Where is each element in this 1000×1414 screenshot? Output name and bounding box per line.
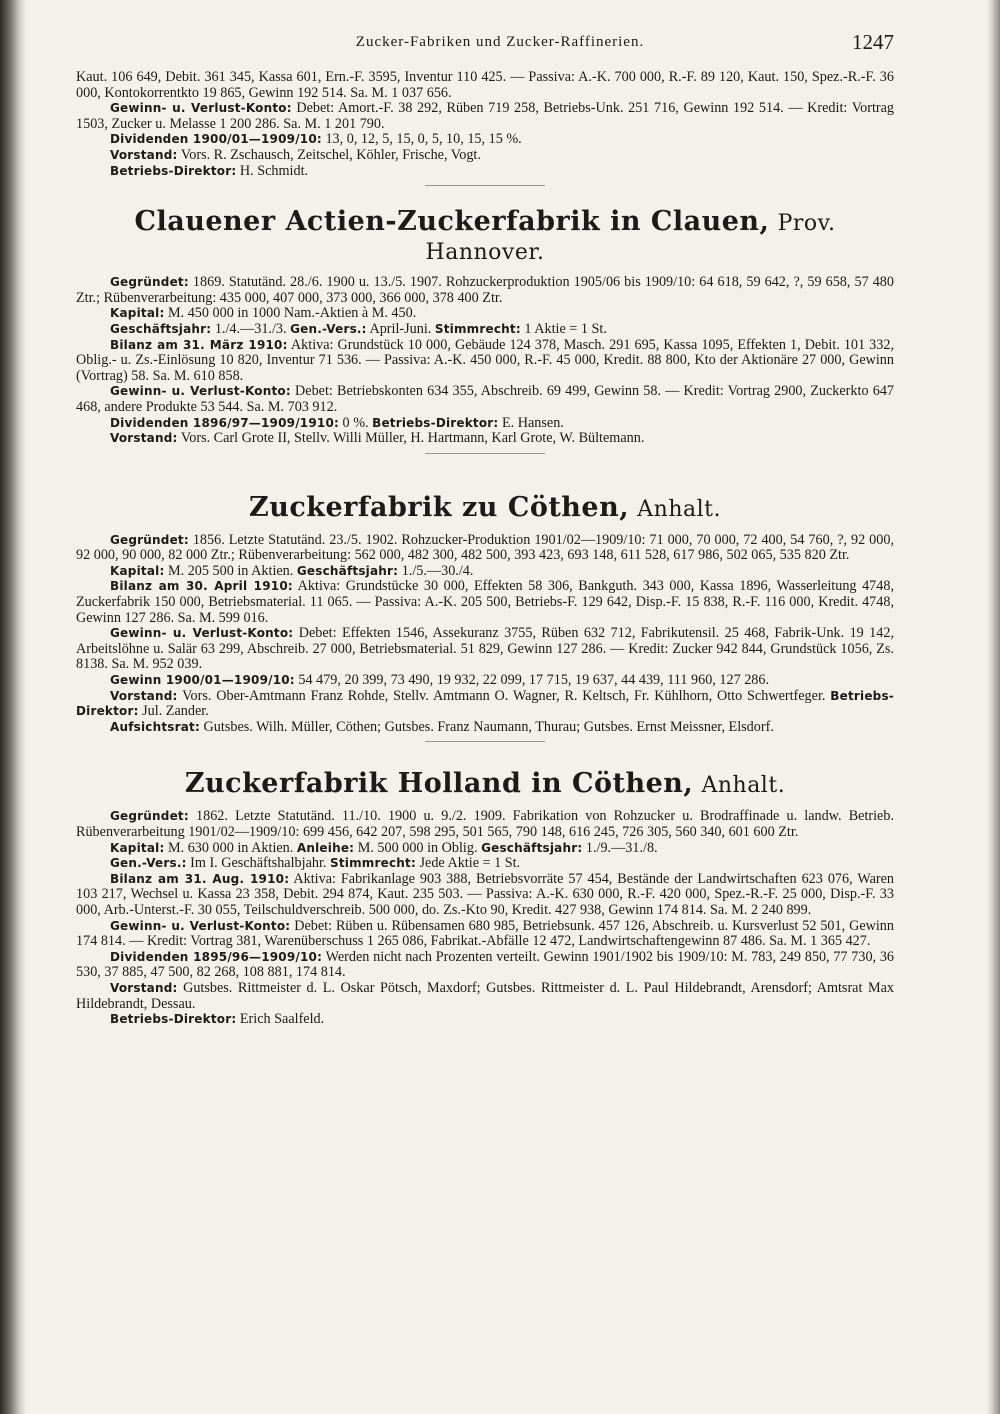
guv-label: Gewinn- u. Verlust-Konto: <box>110 384 291 399</box>
bilanz-label: Bilanz am 31. März 1910: <box>110 337 288 352</box>
vorstand <box>76 981 894 1012</box>
kapital <box>76 306 894 322</box>
scan-edge-right <box>986 0 1000 1414</box>
bdir-label: Betriebs-Direktor: <box>110 1012 237 1027</box>
kapital-geschaeftsjahr <box>76 564 894 580</box>
company-name: Zuckerfabrik Holland in Cöthen, <box>184 768 694 800</box>
company-region: Anhalt. <box>701 773 786 799</box>
company-region: Anhalt. <box>637 496 721 522</box>
dividenden-direktor <box>76 416 894 432</box>
guv-label: Gewinn- u. Verlust-Konto: <box>110 626 294 641</box>
bilanz-text: Aktiva: Grundstücke 30 000, Effekten 58 306, Bankguth. 343 000, Kassa 1896, Wasserleitung 4748, Zuckerfabrik 150 000, Betriebsmaterial. 11 065. — Passiva: A.-K. 205 500, Betriebs-F. 129 642, Disp.-F. 15 838, R.-F. 116 000, Kredit. 4748, Gewinn 127 286. Sa. M. 599 016. <box>76 578 895 626</box>
prev-vorstand-label: Vorstand: <box>110 147 178 162</box>
gj-text: 1./9.—31./8. <box>585 839 658 856</box>
gv-konto <box>76 919 894 950</box>
scan-edge-left <box>0 0 26 1414</box>
gewinn-history <box>76 673 894 689</box>
div-text: 0 %. <box>342 414 369 431</box>
running-title: Zucker-Fabriken und Zucker-Raffinerien. <box>355 34 645 50</box>
vorstand-label: Vorstand: <box>110 431 178 446</box>
gv-konto <box>76 384 894 415</box>
genvers-stimmrecht <box>76 856 894 872</box>
gegruendet-label: Gegründet: <box>110 532 189 547</box>
company-name: Clauener Actien-Zuckerfabrik in Clauen, <box>134 206 770 238</box>
dividenden <box>76 950 894 981</box>
bdir-text: Jul. Zander. <box>142 703 209 720</box>
page-number: 1247 <box>852 30 894 54</box>
prev-bdir-label: Betriebs-Direktor: <box>110 163 237 178</box>
gewinn-label: Gewinn 1900/01—1909/10: <box>110 673 295 688</box>
company-entry-coethen <box>76 492 894 743</box>
div-label: Dividenden 1895/96—1909/10: <box>110 949 323 964</box>
bdir-text: E. Hansen. <box>501 414 564 431</box>
guv-text: Debet: Effekten 1546, Assekuranz 3755, Rüben 632 712, Fabrikutensil. 25 468, Fabrik-Unk. 19 142, Arbeitslöhne u. Salär 63 299, Abschreib. 27 000, Betriebsmaterial. 51 829, Gewinn 127 286. — Kredit: Zucker 942 844, Grundstück 1056, Zs. 8138. Sa. M. 952 039. <box>76 625 895 673</box>
company-heading <box>76 492 894 523</box>
genvers-label: Gen.-Vers.: <box>110 856 187 871</box>
bdir-text: Erich Saalfeld. <box>239 1011 325 1028</box>
company-region: Prov. Hannover. <box>425 211 836 266</box>
kapital-label: Kapital: <box>110 306 165 321</box>
gj-label: Geschäftsjahr: <box>110 321 212 336</box>
guv-label: Gewinn- u. Verlust-Konto: <box>110 918 291 933</box>
bilanz <box>76 872 894 919</box>
kapital-text: M. 630 000 in Aktien. <box>168 839 294 856</box>
gegruendet-text: 1862. Letzte Statutänd. 11./10. 1900 u. 9./2. 1909. Fabrikation von Rohzucker u. Brodraffinade u. landw. Betrieb. Rübenverarbeitung 1901/02—1909/10: 699 456, 642 207, 598 295, 501 565, 790 148, 616 245, 726 305, 560 340, 601 600 Ztr. <box>76 808 894 840</box>
bilanz-label: Bilanz am 30. April 1910: <box>110 579 293 594</box>
anleihe-label: Anleihe: <box>296 840 355 855</box>
anleihe-text: M. 500 000 in Oblig. <box>357 839 478 856</box>
stimmrecht-label: Stimmrecht: <box>330 856 416 871</box>
genvers-label: Gen.-Vers.: <box>290 321 367 336</box>
aufsicht-text: Gutsbes. Wilh. Müller, Cöthen; Gutsbes. Franz Naumann, Thurau; Gutsbes. Ernst Meissner, Elsdorf. <box>203 718 774 735</box>
prev-entry-continuation <box>76 70 894 186</box>
company-entry-clauen <box>76 206 894 454</box>
kapital-anleihe <box>76 841 894 857</box>
div-text: Werden nicht nach Prozenten verteilt. Gewinn 1901/1902 bis 1909/10: M. 783, 249 850, 77 730, 36 530, 37 885, 47 500, 82 268, 108 881, 174 814. <box>76 948 895 981</box>
divider <box>425 185 545 186</box>
prev-gv-konto <box>76 101 894 132</box>
betriebs-direktor <box>76 1012 894 1028</box>
gegruendet-label: Gegründet: <box>110 275 189 290</box>
aufsichtsrat <box>76 720 894 736</box>
aufsicht-label: Aufsichtsrat: <box>110 719 200 734</box>
stimmrecht-text: Jede Aktie = 1 St. <box>419 855 521 872</box>
prev-gv-label: Gewinn- u. Verlust-Konto: <box>110 101 292 116</box>
guv-text: Debet: Betriebskonten 634 355, Abschreib. 69 499, Gewinn 58. — Kredit: Vortrag 2900, Zuckerkto 647 468, andere Produkte 53 544. Sa. M. 703 912. <box>76 383 895 415</box>
gegruendet-text: 1869. Statutänd. 28./6. 1900 u. 13./5. 1907. Rohzuckerproduktion 1905/06 bis 1909/10: 64 618, 59 642, ?, 59 658, 57 480 Ztr.; Rübenverarbeitung: 435 000, 407 000, 373 000, 366 000, 378 400 Ztr. <box>76 274 894 306</box>
vorstand-text: Gutsbes. Rittmeister d. L. Oskar Pötsch, Maxdorf; Gutsbes. Rittmeister d. L. Paul Hildebrandt, Arensdorf; Amtsrat Max Hildebrandt, Dessau. <box>76 979 894 1012</box>
prev-bdir-text: H. Schmidt. <box>239 162 309 179</box>
gj-label: Geschäftsjahr: <box>481 840 583 855</box>
prev-div-text: 13, 0, 12, 5, 15, 0, 5, 10, 15, 15 %. <box>325 131 522 148</box>
gj-label: Geschäftsjahr: <box>296 563 399 578</box>
div-label: Dividenden 1896/97—1909/1910: <box>110 415 339 430</box>
vorstand <box>76 431 894 447</box>
prev-vorstand <box>76 148 894 164</box>
gegruendet <box>76 809 894 840</box>
kapital-label: Kapital: <box>110 840 165 855</box>
vorstand-direktor <box>76 689 894 720</box>
genvers-text: Im I. Geschäftshalbjahr. <box>190 855 327 872</box>
company-name: Zuckerfabrik zu Cöthen, <box>249 491 630 523</box>
prev-vorstand-text: Vors. R. Zschausch, Zeitschel, Köhler, Frische, Vogt. <box>180 146 481 163</box>
prev-div-label: Dividenden 1900/01—1909/10: <box>110 132 322 147</box>
gv-konto <box>76 626 894 673</box>
prev-dividends <box>76 132 894 148</box>
bilanz <box>76 579 894 626</box>
bdir-label: Betriebs-Direktor: <box>76 688 894 719</box>
kapital-text: M. 450 000 in 1000 Nam.-Aktien à M. 450. <box>168 305 417 322</box>
stimmrecht-label: Stimmrecht: <box>434 321 521 336</box>
gj-text: 1./5.—30./4. <box>401 562 474 579</box>
bilanz-text: Aktiva: Fabrikanlage 903 388, Betriebsvorräte 57 454, Bestände der Landwirtschaften 623 076, Waren 103 217, Wechsel u. Kassa 23 358, Debit. 294 874, Kaut. 235 503. — Passiva: A.-K. 630 000, R.-F. 420 000, Spez.-R.-F. 25 000, Disp.-F. 33 000, Arb.-Unterst.-F. 30 055, Teilschuldverschreib. 500 000, do. Zs.-Kto 90, Kredit. 427 938, Gewinn 174 814. Sa. M. 2 240 899. <box>76 870 895 918</box>
kapital-label: Kapital: <box>110 563 165 578</box>
gj-text: 1./4.—31./3. <box>214 320 287 337</box>
stimmrecht-text: 1 Aktie = 1 St. <box>524 320 607 337</box>
bilanz <box>76 338 894 385</box>
guv-text: Debet: Rüben u. Rübensamen 680 985, Betriebsunk. 457 126, Abschreib. u. Kursverlust 52 501, Gewinn 174 814. — Kredit: Vortrag 381, Warenüberschuss 1 265 086, Fabrikat.-Abfälle 12 472, Landwirtschaftengewinn 87 486. Sa. M. 1 365 427. <box>76 917 894 950</box>
company-heading <box>76 206 894 265</box>
vorstand-label: Vorstand: <box>110 980 178 995</box>
gegruendet <box>76 275 894 306</box>
vorstand-text: Vors. Carl Grote II, Stellv. Willi Müller, H. Hartmann, Karl Grote, W. Bültemann. <box>180 430 645 447</box>
company-heading <box>76 768 894 799</box>
gegruendet <box>76 533 894 564</box>
genvers-text: April-Juni. <box>369 320 432 337</box>
running-head <box>106 30 894 60</box>
divider <box>425 453 545 454</box>
company-entry-holland <box>76 768 894 1027</box>
prev-betriebs-direktor <box>76 164 894 180</box>
bdir-label: Betriebs-Direktor: <box>372 415 499 430</box>
vorstand-text: Vors. Ober-Amtmann Franz Rohde, Stellv. Amtmann O. Wagner, R. Keltsch, Fr. Kühlhorn, Otto Schwertfeger. <box>182 687 826 704</box>
prev-gv-text: Debet: Amort.-F. 38 292, Rüben 719 258, Betriebs-Unk. 251 716, Gewinn 192 514. — Kredit: Vortrag 1503, Zucker u. Melasse 1 200 286. Sa. M. 1 201 790. <box>76 100 894 132</box>
bilanz-label: Bilanz am 31. Aug. 1910: <box>110 871 290 886</box>
geschaeftsjahr-genvers <box>76 322 894 338</box>
bilanz-text: Aktiva: Grundstück 10 000, Gebäude 124 378, Masch. 291 695, Kassa 1095, Effekten 1, Debit. 101 332, Oblig.- u. Zs.-Einlösung 10 820, Inventur 71 536. — Passiva: A.-K. 450 000, R.-F. 45 000, Kredit. 88 800, Kto der Aktionäre 27 000, Gewinn (Vortrag) 58. Sa. M. 610 858. <box>76 336 895 384</box>
vorstand-label: Vorstand: <box>110 688 178 703</box>
prev-balance-continuation: Kaut. 106 649, Debit. 361 345, Kassa 601, Ern.-F. 3595, Inventur 110 425. — Passiva: A.-K. 700 000, R.-F. 89 120, Kaut. 150, Spez.-R.-F. 36 000, Kontokorrentkto 19 865, Gewinn 192 514. Sa. M. 1 037 656. <box>76 69 894 101</box>
gewinn-text: 54 479, 20 399, 73 490, 19 932, 22 099, 17 715, 19 637, 44 439, 111 960, 127 286. <box>298 672 770 689</box>
gegruendet-label: Gegründet: <box>110 809 189 824</box>
divider <box>425 741 545 742</box>
gegruendet-text: 1856. Letzte Statutänd. 23./5. 1902. Rohzucker-Produktion 1901/02—1909/10: 71 000, 70 000, 72 400, 54 760, ?, 92 000, 92 000, 90 000, 82 000 Ztr.; Rübenverarbeitung: 562 000, 482 300, 482 500, 393 423, 693 148, 611 528, 617 986, 502 065, 535 820 Ztr. <box>76 531 894 564</box>
kapital-text: M. 205 500 in Aktien. <box>168 562 294 579</box>
